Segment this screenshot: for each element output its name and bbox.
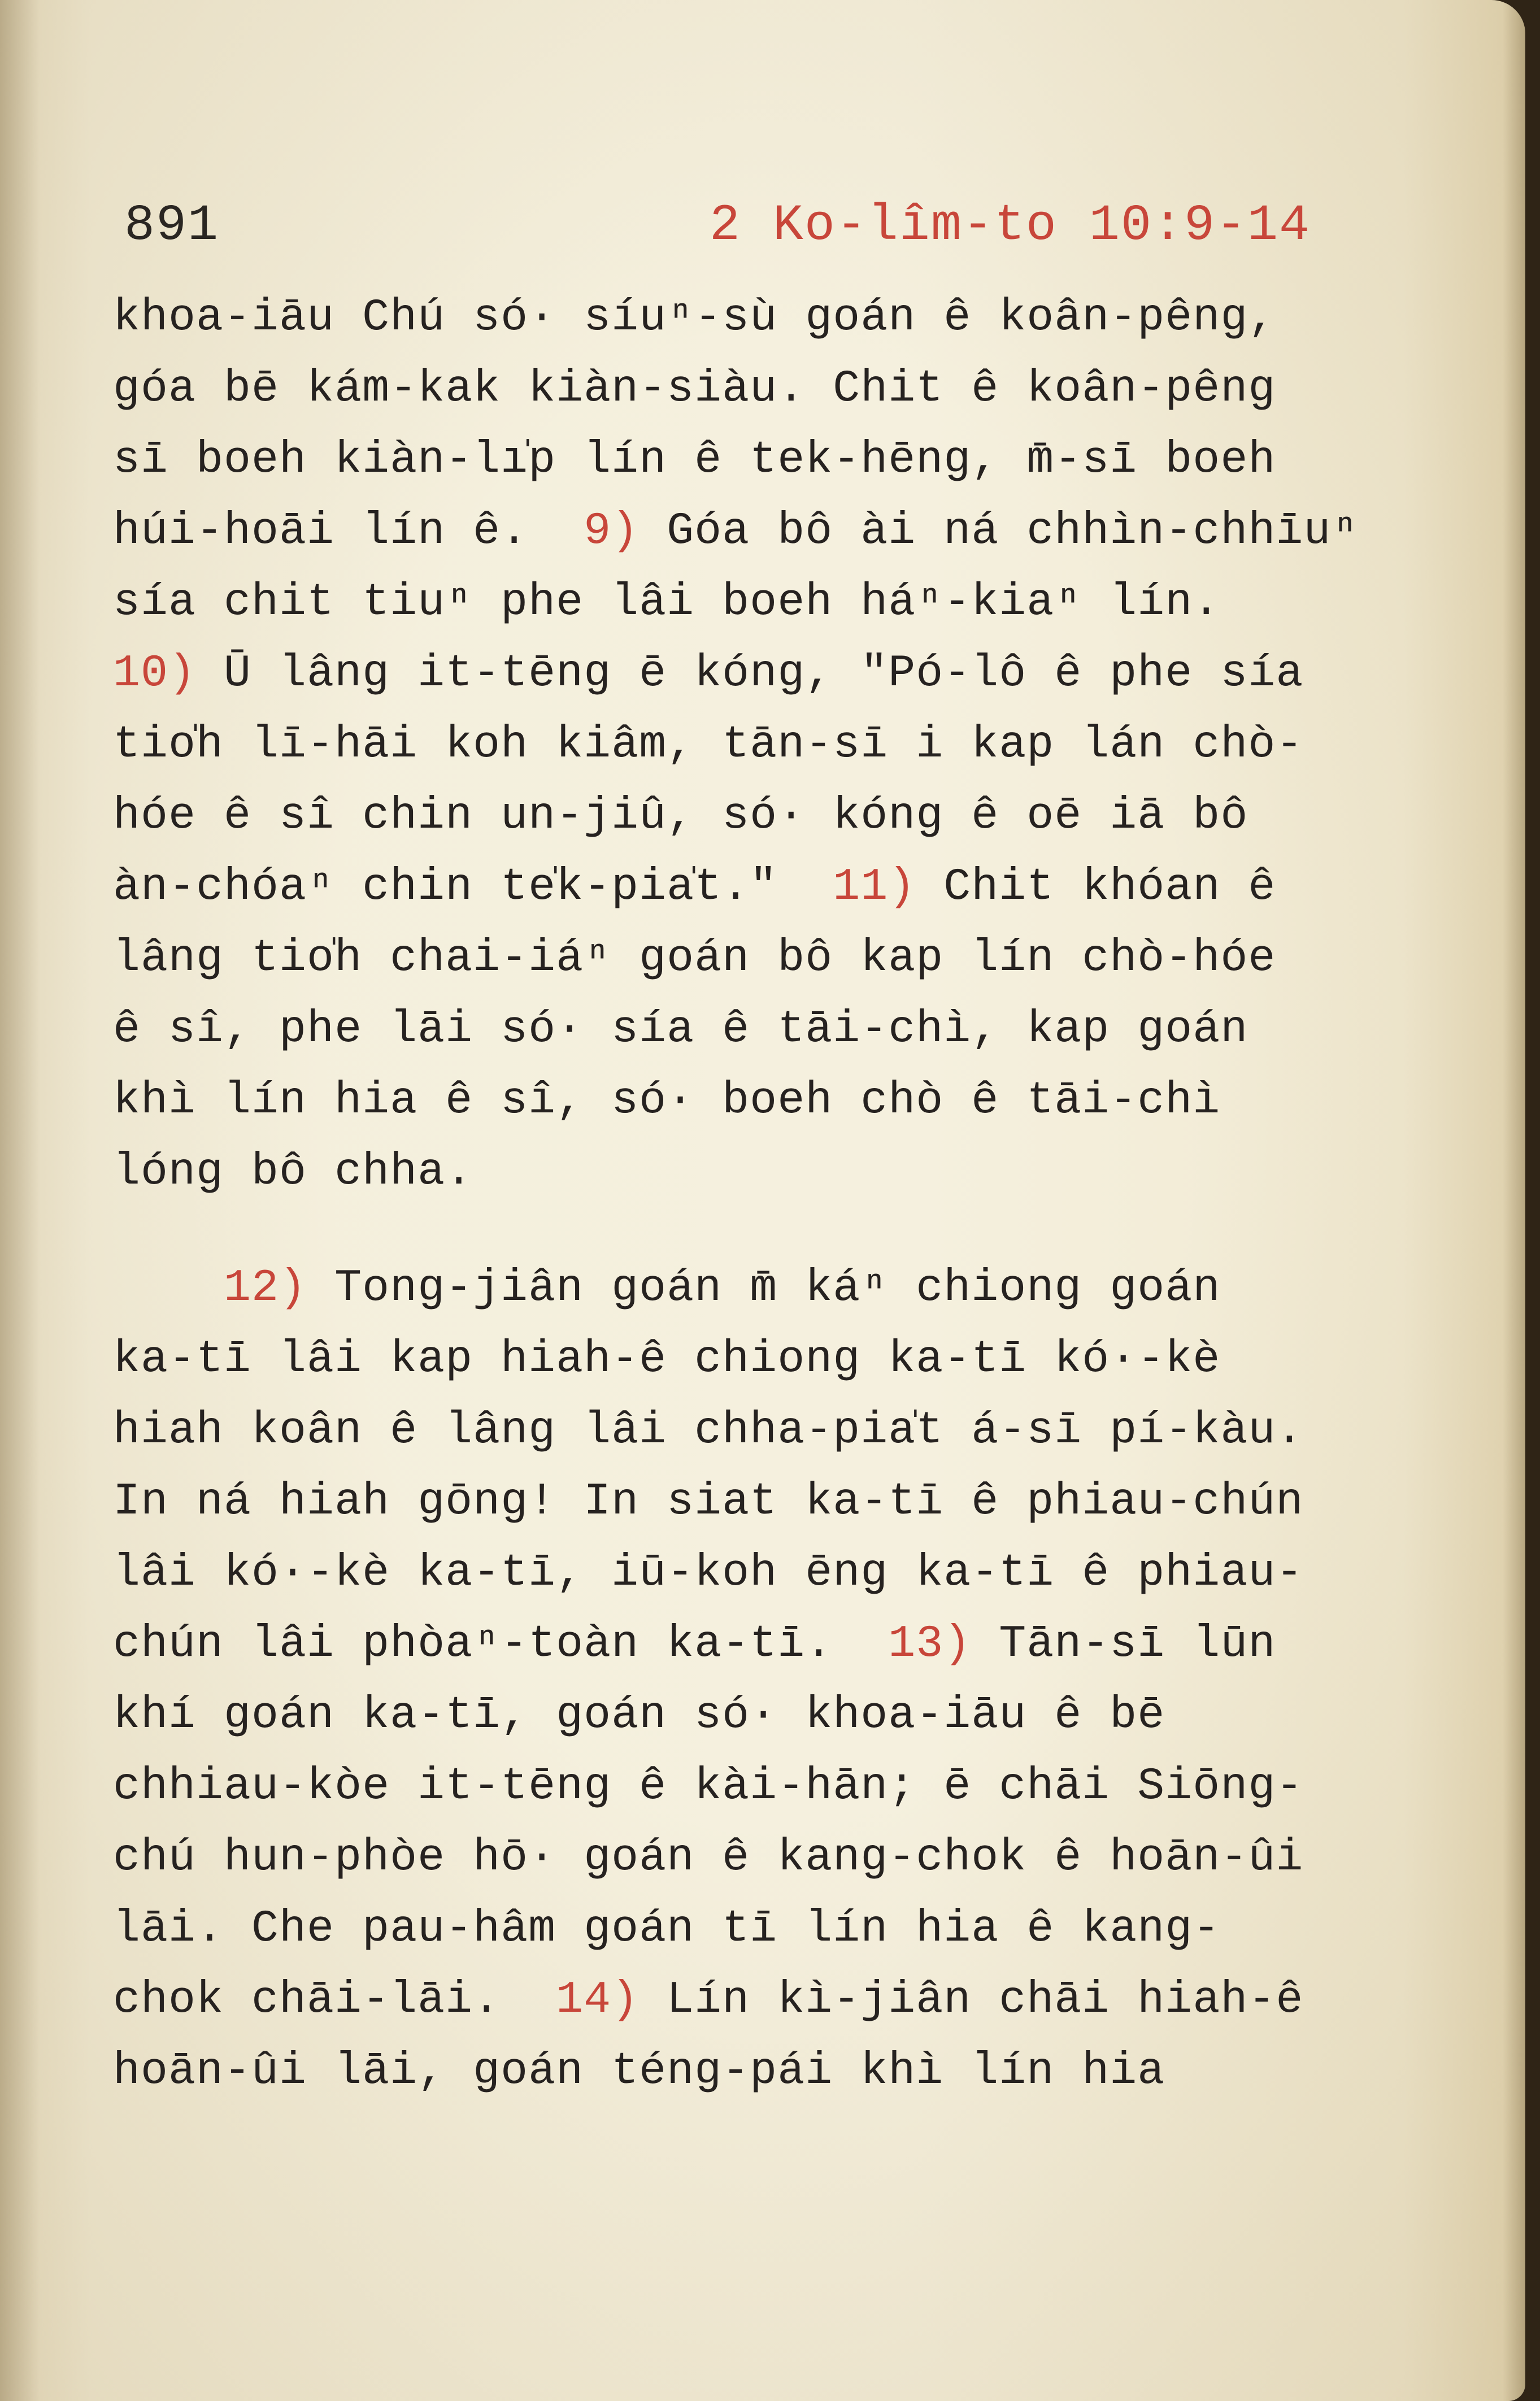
text-segment: húi-hoāi lín ê.	[113, 506, 584, 557]
page-number: 891	[124, 197, 220, 255]
text-segment: Tān-sī lūn	[971, 1619, 1276, 1670]
text-line	[113, 994, 1401, 1065]
text-segment: In ná hiah gōng! In siat ka-tī ê phiau-chún	[113, 1476, 1304, 1528]
text-segment: khì lín hia ê sî, só· boeh chò ê tāi-chì	[113, 1075, 1221, 1126]
text-segment: tio̍h lī-hāi koh kiâm, tān-sī i kap lán chò-	[113, 719, 1304, 771]
text-line	[113, 496, 1401, 567]
text-line	[113, 1965, 1401, 2036]
text-line	[113, 1680, 1401, 1751]
text-segment: chhiau-kòe it-tēng ê kài-hān; ē chāi Siōng-	[113, 1761, 1304, 1812]
text-line	[113, 1395, 1401, 1467]
text-segment: Tong-jiân goán m̄ káⁿ chiong goán	[307, 1263, 1221, 1314]
paragraph-gap	[113, 1208, 1401, 1253]
page-edge-shadow	[1503, 0, 1525, 2401]
text-segment: hóe ê sî chin un-jiû, só· kóng ê oē iā bô	[113, 790, 1248, 842]
text-segment: sī boeh kiàn-lı̍p lín ê tek-hēng, m̄-sī boeh	[113, 434, 1276, 486]
text-line	[113, 1253, 1401, 1324]
text-line	[113, 1894, 1401, 1965]
text-segment: Lín kì-jiân chāi hiah-ê	[639, 1974, 1304, 2026]
text-segment: hoān-ûi lāi, goán téng-pái khì lín hia	[113, 2046, 1165, 2097]
text-segment: àn-chóaⁿ chin te̍k-pia̍t."	[113, 862, 833, 913]
text-line	[113, 781, 1401, 852]
spine-shadow	[0, 0, 40, 2401]
text-segment: chún lâi phòaⁿ-toàn ka-tī.	[113, 1619, 889, 1670]
text-line	[113, 1823, 1401, 1894]
text-line	[113, 282, 1401, 354]
text-line	[113, 1065, 1401, 1137]
verse-number: 14)	[556, 1974, 640, 2026]
verse-number: 11)	[833, 862, 916, 913]
text-line	[113, 1609, 1401, 1680]
verse-number: 9)	[584, 506, 640, 557]
text-line	[113, 852, 1401, 923]
text-line	[113, 354, 1401, 425]
text-line	[113, 1538, 1401, 1609]
text-line	[113, 1467, 1401, 1538]
text-segment: góa bē kám-kak kiàn-siàu. Chit ê koân-pêng	[113, 363, 1276, 415]
text-segment: lāi. Che pau-hâm goán tī lín hia ê kang-	[113, 1903, 1221, 1955]
text-segment: chú hun-phòe hō· goán ê kang-chok ê hoān-ûi	[113, 1832, 1304, 1884]
text-line	[113, 638, 1401, 710]
text-line	[113, 567, 1401, 638]
text-segment	[113, 1263, 224, 1314]
page-header	[124, 192, 1311, 260]
verse-number: 12)	[224, 1263, 307, 1314]
text-segment: lâng tio̍h chai-iáⁿ goán bô kap lín chò-hóe	[113, 933, 1276, 984]
text-line	[113, 1137, 1401, 1208]
text-segment: sía chit tiuⁿ phe lâi boeh háⁿ-kiaⁿ lín.	[113, 577, 1221, 628]
text-segment: lâi kó·-kè ka-tī, iū-koh ēng ka-tī ê phiau-	[113, 1547, 1304, 1599]
body-text	[113, 282, 1401, 2107]
text-segment: Góa bô ài ná chhìn-chhīuⁿ	[639, 506, 1359, 557]
text-line	[113, 425, 1401, 496]
paragraph	[113, 1253, 1401, 2107]
verse-number: 10)	[113, 648, 197, 699]
text-segment: hiah koân ê lâng lâi chha-pia̍t á-sī pí-kàu.	[113, 1405, 1304, 1456]
text-segment: lóng bô chha.	[113, 1146, 473, 1198]
paragraph	[113, 282, 1401, 1208]
verse-number: 13)	[888, 1619, 972, 1670]
text-segment: Chit khóan ê	[916, 862, 1276, 913]
text-segment: chok chāi-lāi.	[113, 1974, 556, 2026]
text-segment: Ū lâng it-tēng ē kóng, "Pó-lô ê phe sía	[196, 648, 1304, 699]
running-title: 2 Ko-lîm-to 10:9-14	[709, 197, 1311, 255]
text-segment: khoa-iāu Chú só· síuⁿ-sù goán ê koân-pêng,	[113, 292, 1276, 343]
text-segment: ê sî, phe lāi só· sía ê tāi-chì, kap goán	[113, 1004, 1248, 1055]
text-segment: ka-tī lâi kap hiah-ê chiong ka-tī kó·-kè	[113, 1334, 1221, 1385]
text-line	[113, 1324, 1401, 1395]
text-line	[113, 923, 1401, 994]
text-segment: khí goán ka-tī, goán só· khoa-iāu ê bē	[113, 1690, 1165, 1741]
text-line	[113, 2036, 1401, 2107]
text-line	[113, 710, 1401, 781]
text-line	[113, 1751, 1401, 1823]
